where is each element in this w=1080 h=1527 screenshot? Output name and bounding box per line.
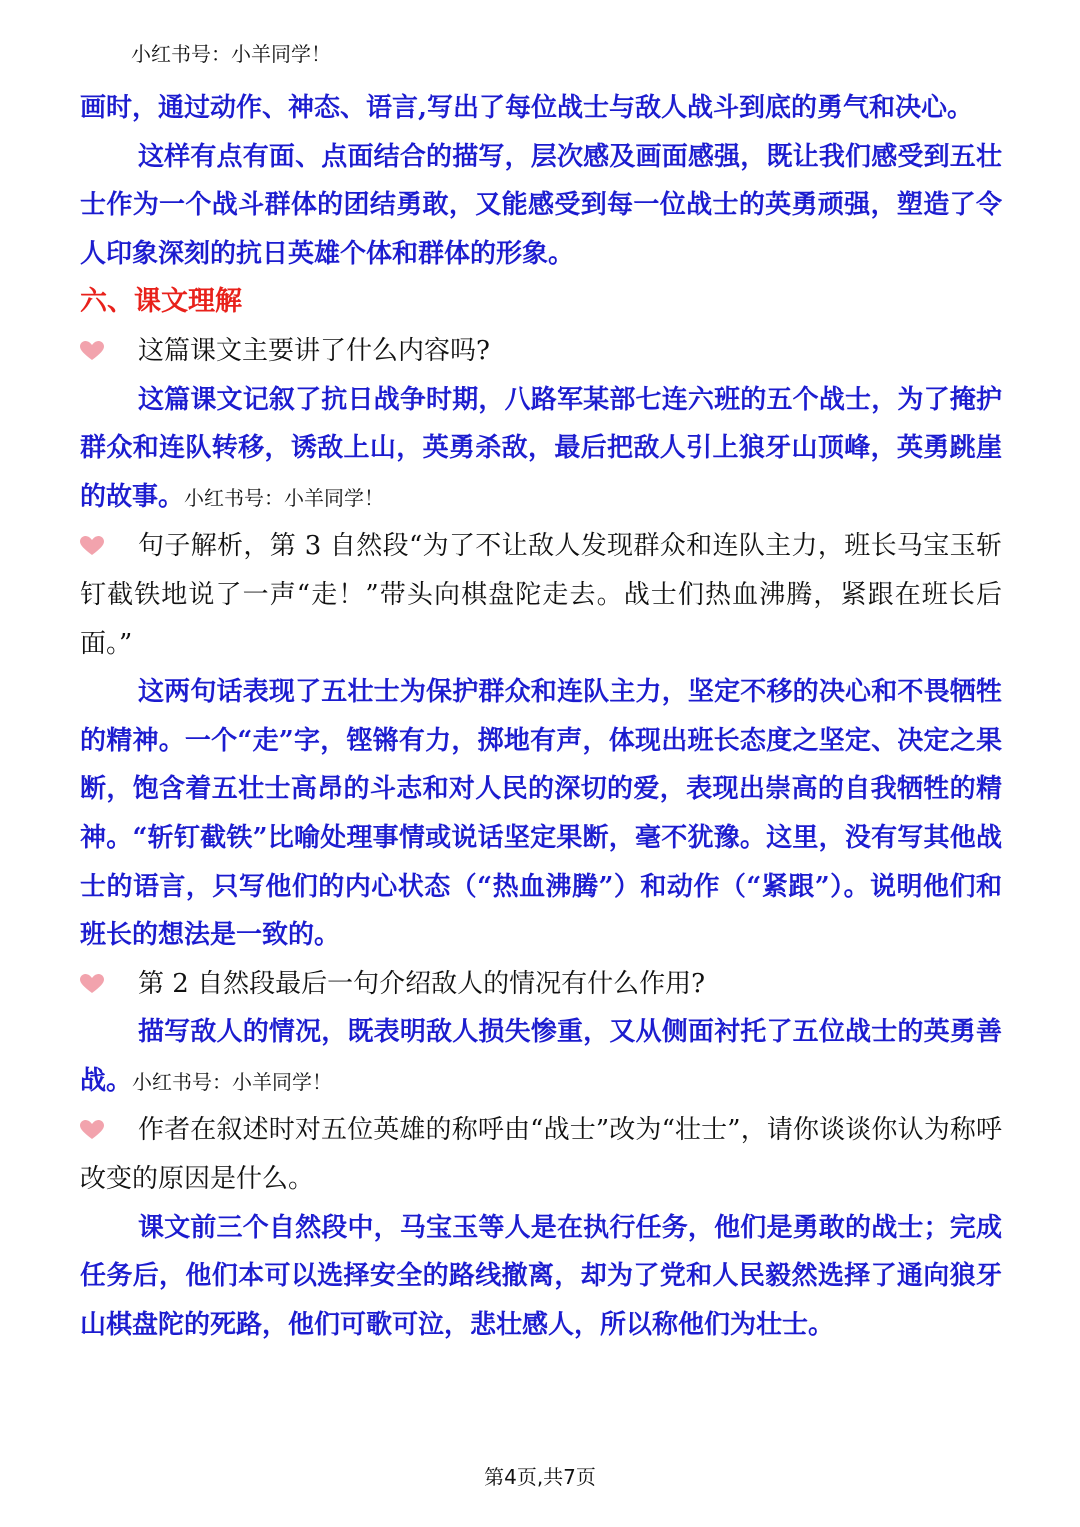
answer-1-text: 这篇课文记叙了抗日战争时期，八路军某部七连六班的五个战士，为了掩护群众和连队转移，诱敌上山，英勇杀敌，最后把敌人引上狼牙山顶峰，英勇跳崖的故事。 <box>80 384 1002 512</box>
heart-icon <box>80 341 104 361</box>
question-2-text: 句子解析，第 3 自然段“为了不让敌人发现群众和连队主力，班长马宝玉斩钉截铁地说了一声“走！”带头向棋盘陀走去。战士们热血沸腾，紧跟在班长后面。” <box>80 531 1002 659</box>
inline-watermark: 小红书号：小羊同学！ <box>132 1069 333 1094</box>
header-watermark: 小红书号：小羊同学！ <box>131 42 331 66</box>
answer-3 <box>80 1008 1002 1106</box>
section-title: 六、课文理解 <box>80 286 242 318</box>
paragraph-analysis: 这样有点有面、点面结合的描写，层次感及画面感强，既让我们感受到五壮士作为一个战斗群体的团结勇敢，又能感受到每一位战士的英勇顽强，塑造了令人印象深刻的抗日英雄个体和群体的形象。 <box>80 141 1002 269</box>
heart-icon <box>80 974 104 994</box>
answer-3-text: 描写敌人的情况，既表明敌人损失惨重，又从侧面衬托了五位战士的英勇善战。 <box>80 1017 1002 1096</box>
heart-icon <box>80 1120 104 1140</box>
question-4-text: 作者在叙述时对五位英雄的称呼由“战士”改为“壮士”，请你谈谈你认为称呼改变的原因是什么。 <box>80 1115 1002 1195</box>
inline-watermark: 小红书号：小羊同学！ <box>184 485 385 510</box>
question-4 <box>80 1106 1002 1203</box>
document-body <box>80 84 1002 1349</box>
answer-2: 这两句话表现了五壮士为保护群众和连队主力，坚定不移的决心和不畏牺牲的精神。一个“走”字，铿锵有力，掷地有声，体现出班长态度之坚定、决定之果断，饱含着五壮士高昂的斗志和对人民的深切的爱，表现出崇高的自我牺牲的精神。“斩钉截铁”比喻处理事情或说话坚定果断，毫不犹豫。这里，没有写其他战士的语言，只写他们的内心状态（“热血沸腾”）和动作（“紧跟”）。说明他们和班长的想法是一致的。 <box>80 677 1002 951</box>
question-1 <box>80 327 1002 376</box>
paragraph-continuation: 画时，通过动作、神态、语言,写出了每位战士与敌人战斗到底的勇气和决心。 <box>80 93 974 123</box>
heart-icon <box>80 536 104 556</box>
page-indicator: 第4页,共7页 <box>484 1465 596 1489</box>
answer-4: 课文前三个自然段中，马宝玉等人是在执行任务，他们是勇敢的战士；完成任务后，他们本可以选择安全的路线撤离，却为了党和人民毅然选择了通向狼牙山棋盘陀的死路，他们可歌可泣，悲壮感人，所以称他们为壮士。 <box>80 1212 1002 1340</box>
answer-1 <box>80 376 1002 523</box>
question-1-text: 这篇课文主要讲了什么内容吗? <box>138 335 490 366</box>
question-2 <box>80 522 1002 668</box>
question-3-text: 第 2 自然段最后一句介绍敌人的情况有什么作用? <box>138 968 706 999</box>
question-3 <box>80 960 1002 1009</box>
